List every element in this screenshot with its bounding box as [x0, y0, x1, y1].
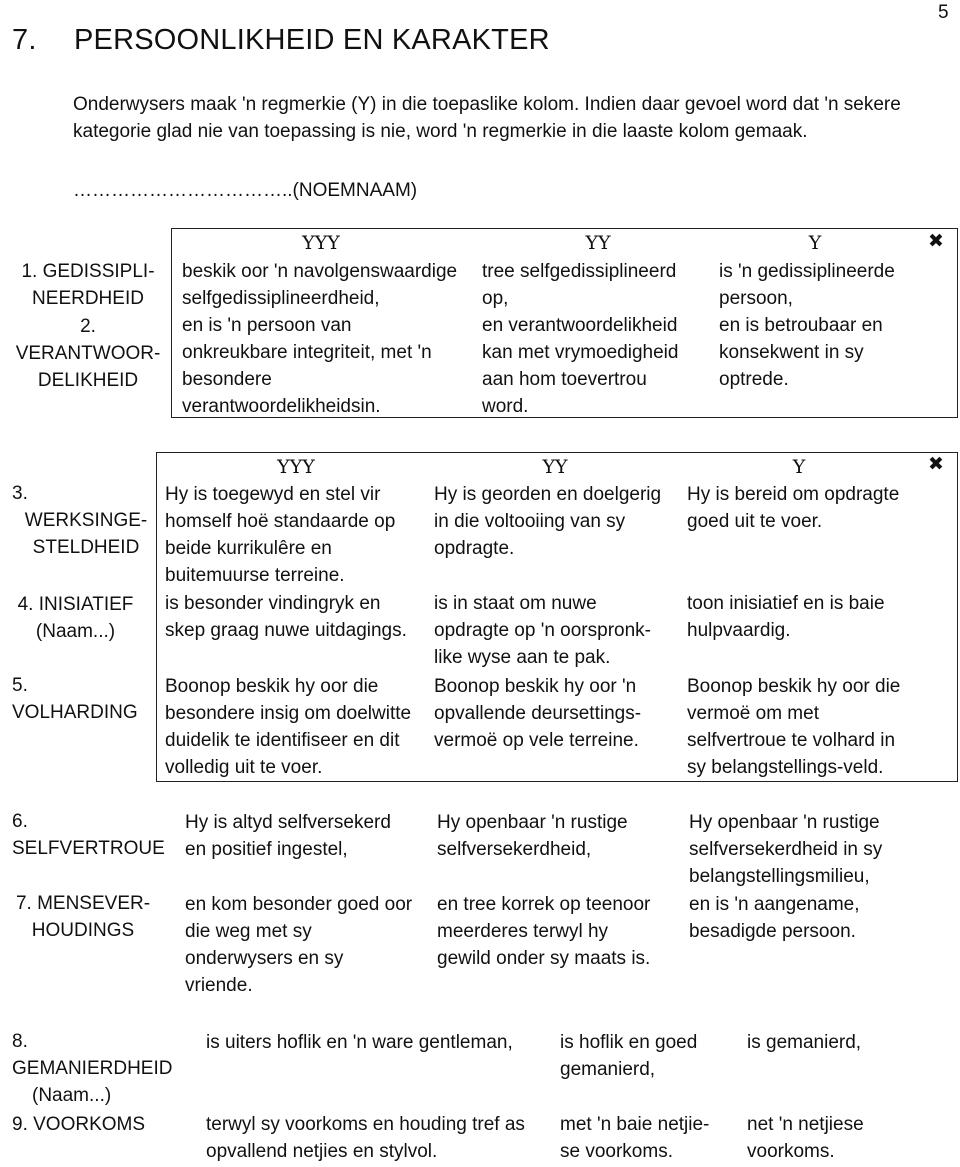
text-line: duidelik te identifiseer en dit — [165, 730, 400, 751]
text-line: Hy openbaar 'n rustige — [437, 812, 628, 833]
text-line: opvallend netjies en stylvol. — [206, 1141, 438, 1162]
descriptor-cell — [687, 481, 899, 535]
text-line: skep graag nuwe uitdagings. — [165, 620, 407, 641]
descriptor-cell — [437, 809, 628, 863]
descriptor-cell — [747, 1111, 864, 1165]
text-line: aan hom toevertrou — [482, 369, 647, 390]
text-line: besondere — [182, 369, 272, 390]
category-label — [12, 808, 165, 862]
not-applicable-icon: ✖ — [928, 230, 944, 252]
text-line: op, — [482, 288, 509, 309]
section-number: 7. — [12, 24, 37, 56]
not-applicable-icon: ✖ — [928, 453, 944, 475]
text-line: besondere insig om doelwitte — [165, 703, 412, 724]
descriptor-cell — [482, 258, 678, 420]
rating-two-ticks: ΥΥ — [585, 232, 611, 254]
text-line: beskik oor 'n navolgenswaardige — [182, 261, 458, 282]
text-line: en verantwoordelikheid — [482, 315, 678, 336]
text-line: Boonop beskik hy oor die — [687, 676, 901, 697]
text-line: NEERDHEID — [32, 288, 144, 309]
text-line: beide kurrikulêre en — [165, 538, 332, 559]
text-line: gewild onder sy maats is. — [437, 948, 651, 969]
text-line: verantwoordelikheidsin. — [182, 396, 381, 417]
text-line: buitemuurse terreine. — [165, 565, 345, 586]
text-line: gemanierd, — [560, 1059, 656, 1080]
text-line: belangstellingsmilieu, — [689, 866, 870, 887]
text-line: hulpvaardig. — [687, 620, 791, 641]
descriptor-cell — [560, 1029, 697, 1083]
text-line: en positief ingestel, — [185, 839, 348, 860]
text-line: in die voltooiing van sy — [434, 511, 626, 532]
text-line: kan met vrymoedigheid — [482, 342, 679, 363]
text-line: is besonder vindingryk en — [165, 593, 381, 614]
text-line: SELFVERTROUE — [12, 838, 165, 859]
section-title-text: PERSOONLIKHEID EN KARAKTER — [74, 24, 550, 56]
text-line: VERANTWOOR- — [15, 343, 161, 364]
descriptor-cell — [434, 481, 661, 562]
section-title — [12, 24, 550, 57]
text-line: (Naam...) — [32, 1085, 112, 1106]
text-line: like wyse aan te pak. — [434, 647, 611, 668]
descriptor-cell — [165, 590, 407, 644]
instructions — [73, 91, 953, 145]
text-line: is in staat om nuwe — [434, 593, 597, 614]
text-line: Hy openbaar 'n rustige — [689, 812, 880, 833]
text-line: konsekwent in sy — [719, 342, 864, 363]
text-line: voorkoms. — [747, 1141, 835, 1162]
text-line: Hy is georden en doelgerig — [434, 484, 662, 505]
text-line: Hy is altyd selfversekerd — [185, 812, 391, 833]
text-line: Hy is toegewyd en stel vir — [165, 484, 381, 505]
text-line: is hoflik en goed — [560, 1032, 698, 1053]
text-line: GEMANIERDHEID — [12, 1058, 173, 1079]
category-label — [12, 1028, 172, 1109]
text-line: onkreukbare integriteit, met 'n — [182, 342, 432, 363]
name-placeholder: ……………………………..(NOEMNAAM) — [73, 180, 418, 201]
text-line: selfgedissiplineerdheid, — [182, 288, 380, 309]
text-line: se voorkoms. — [560, 1141, 673, 1162]
text-line: 3. — [12, 483, 28, 504]
descriptor-cell — [165, 673, 411, 781]
text-line: en is 'n persoon van — [182, 315, 352, 336]
descriptor-cell — [165, 481, 395, 589]
descriptor-cell — [206, 1111, 525, 1165]
category-label — [8, 591, 143, 645]
descriptor-cell — [185, 809, 391, 863]
text-line: opvallende deursettings- — [434, 703, 642, 724]
category-label — [12, 672, 138, 726]
text-line: sy belangstellings-veld. — [687, 757, 884, 778]
text-line: 4. INISIATIEF — [17, 594, 134, 615]
text-line: die weg met sy — [185, 921, 312, 942]
category-label — [12, 1111, 145, 1138]
text-line: optrede. — [719, 369, 789, 390]
descriptor-cell — [434, 673, 641, 754]
category-label — [8, 313, 168, 394]
category-label — [8, 480, 160, 561]
text-line: en kom besonder goed oor — [185, 894, 413, 915]
text-line: persoon, — [719, 288, 793, 309]
descriptor-cell — [689, 891, 860, 945]
instructions-line: Onderwysers maak 'n regmerkie (Υ) in die toepaslike kolom. Indien daar gevoel word dat 'n sekere — [73, 94, 901, 115]
text-line: en is betroubaar en — [719, 315, 883, 336]
text-line: meerderes terwyl hy — [437, 921, 609, 942]
text-line: 7. MENSEVER- — [15, 893, 151, 914]
text-line: 1. GEDISSIPLI- — [21, 261, 155, 282]
descriptor-cell — [185, 891, 412, 999]
text-line: vriende. — [185, 975, 253, 996]
text-line: volledig uit te voer. — [165, 757, 323, 778]
descriptor-cell — [687, 590, 885, 644]
text-line: goed uit te voer. — [687, 511, 823, 532]
descriptor-cell — [747, 1029, 861, 1056]
text-line: Boonop beskik hy oor die — [165, 676, 379, 697]
text-line: is 'n gedissiplineerde — [719, 261, 895, 282]
descriptor-cell — [437, 891, 650, 972]
descriptor-cell — [719, 258, 895, 393]
text-line: vermoë op vele terreine. — [434, 730, 639, 751]
text-line: 8. — [12, 1031, 28, 1052]
text-line: VOLHARDING — [12, 702, 138, 723]
rating-one-tick: Υ — [792, 456, 806, 478]
instructions-line: kategorie glad nie van toepassing is nie, word 'n regmerkie in die laaste kolom gemaak. — [73, 121, 808, 142]
text-line: en tree korrek op teenoor — [437, 894, 651, 915]
descriptor-cell — [206, 1029, 513, 1056]
text-line: is uiters hoflik en 'n ware gentleman, — [206, 1032, 513, 1053]
page-number: 5 — [938, 2, 949, 23]
text-line: HOUDINGS — [31, 920, 135, 941]
descriptor-cell — [434, 590, 651, 671]
text-line: word. — [482, 396, 529, 417]
text-line: tree selfgedissiplineerd — [482, 261, 677, 282]
text-line: toon inisiatief en is baie — [687, 593, 885, 614]
text-line: en is 'n aangename, — [689, 894, 860, 915]
text-line: met 'n baie netjie- — [560, 1114, 710, 1135]
text-line: terwyl sy voorkoms en houding tref as — [206, 1114, 525, 1135]
text-line: 2. — [80, 316, 96, 337]
text-line: selfversekerdheid in sy — [689, 839, 883, 860]
rating-two-ticks: ΥΥ — [542, 456, 568, 478]
rating-three-ticks: ΥΥΥ — [302, 232, 340, 254]
text-line: Hy is bereid om opdragte — [687, 484, 900, 505]
text-line: opdragte. — [434, 538, 515, 559]
text-line: vermoë om met — [687, 703, 819, 724]
rating-one-tick: Υ — [808, 232, 822, 254]
text-line: WERKSINGE- — [24, 510, 148, 531]
descriptor-cell — [687, 673, 900, 781]
text-line: homself hoë standaarde op — [165, 511, 396, 532]
text-line: STELDHEID — [32, 537, 140, 558]
text-line: onderwysers en sy — [185, 948, 344, 969]
text-line: (Naam...) — [35, 621, 116, 642]
text-line: selfversekerdheid, — [437, 839, 592, 860]
text-line: besadigde persoon. — [689, 921, 856, 942]
descriptor-cell — [689, 809, 882, 890]
text-line: net 'n netjiese — [747, 1114, 864, 1135]
text-line: 9. VOORKOMS — [12, 1114, 146, 1135]
category-label — [8, 258, 168, 312]
rating-three-ticks: ΥΥΥ — [277, 456, 315, 478]
category-label — [8, 890, 158, 944]
text-line: is gemanierd, — [747, 1032, 862, 1053]
text-line: selfvertroue te volhard in — [687, 730, 896, 751]
text-line: 5. — [12, 675, 28, 696]
text-line: opdragte op 'n oorspronk- — [434, 620, 651, 641]
text-line: Boonop beskik hy oor 'n — [434, 676, 637, 697]
text-line: 6. — [12, 811, 28, 832]
text-line: DELIKHEID — [37, 370, 139, 391]
descriptor-cell — [182, 258, 457, 420]
descriptor-cell — [560, 1111, 709, 1165]
